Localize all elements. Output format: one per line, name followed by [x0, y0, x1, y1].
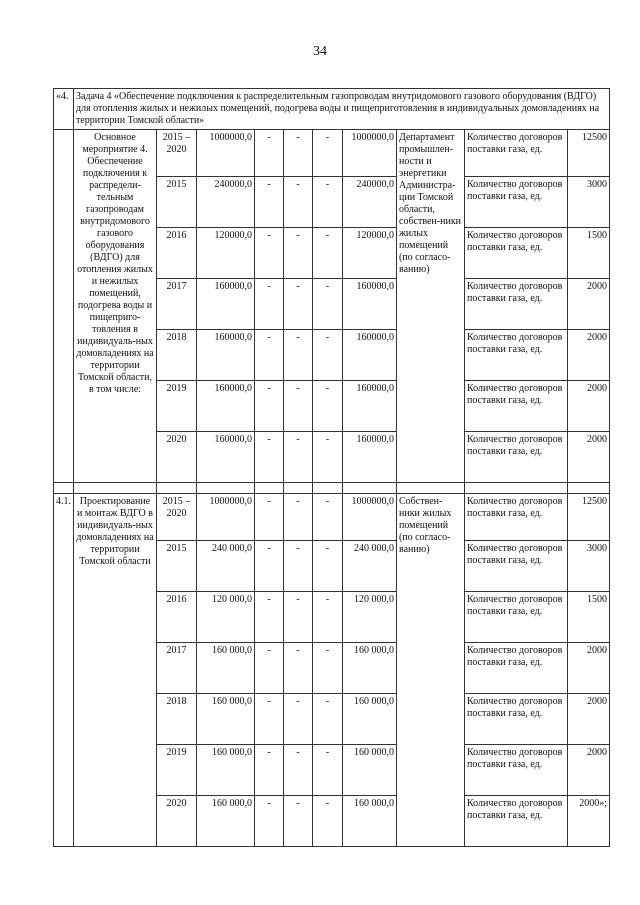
spacer-cell — [197, 483, 255, 494]
indicator-cell: Количество договоров поставки газа, ед. — [465, 541, 568, 592]
regional-cell: - — [284, 745, 313, 796]
total-cell: 160 000,0 — [197, 643, 255, 694]
local-cell: - — [313, 177, 343, 228]
task-number: «4. — [54, 89, 74, 130]
local-cell: - — [313, 541, 343, 592]
indicator-cell: Количество договоров поставки газа, ед. — [465, 432, 568, 483]
regional-cell: - — [284, 177, 313, 228]
local-cell: - — [313, 745, 343, 796]
indicator-value-cell: 2000»; — [568, 796, 610, 847]
indicator-value-cell: 2000 — [568, 381, 610, 432]
regional-cell: - — [284, 796, 313, 847]
federal-cell: - — [255, 330, 284, 381]
indicator-cell: Количество договоров поставки газа, ед. — [465, 745, 568, 796]
indicator-value-cell: 1500 — [568, 592, 610, 643]
local-cell: - — [313, 330, 343, 381]
other-cell: 160000,0 — [343, 330, 397, 381]
total-cell: 160000,0 — [197, 381, 255, 432]
year-cell: 2020 — [157, 796, 197, 847]
indicator-cell: Количество договоров поставки газа, ед. — [465, 494, 568, 541]
other-cell: 160000,0 — [343, 432, 397, 483]
regional-cell: - — [284, 592, 313, 643]
other-cell: 160 000,0 — [343, 643, 397, 694]
indicator-cell: Количество договоров поставки газа, ед. — [465, 796, 568, 847]
task-title: Задача 4 «Обеспечение подключения к распределительным газопроводам внутридомового газового оборудования (ВДГО) для отопления жилых и нежилых помещений, подогрева воды и пищеприготовления в индивидуальных домовладениях на территории Томской области» — [74, 89, 610, 130]
regional-cell: - — [284, 130, 313, 177]
total-cell: 1000000,0 — [197, 494, 255, 541]
indicator-cell: Количество договоров поставки газа, ед. — [465, 279, 568, 330]
year-cell: 2015 – 2020 — [157, 130, 197, 177]
program-table — [53, 88, 610, 847]
total-cell: 1000000,0 — [197, 130, 255, 177]
total-cell: 120 000,0 — [197, 592, 255, 643]
federal-cell: - — [255, 432, 284, 483]
indicator-value-cell: 2000 — [568, 694, 610, 745]
total-cell: 120000,0 — [197, 228, 255, 279]
other-cell: 160 000,0 — [343, 694, 397, 745]
other-cell: 160000,0 — [343, 279, 397, 330]
year-cell: 2016 — [157, 228, 197, 279]
federal-cell: - — [255, 381, 284, 432]
indicator-value-cell: 2000 — [568, 643, 610, 694]
federal-cell: - — [255, 541, 284, 592]
measure-number — [54, 130, 74, 483]
other-cell: 120000,0 — [343, 228, 397, 279]
other-cell: 160 000,0 — [343, 745, 397, 796]
indicator-value-cell: 1500 — [568, 228, 610, 279]
regional-cell: - — [284, 643, 313, 694]
spacer-cell — [157, 483, 197, 494]
local-cell: - — [313, 796, 343, 847]
total-cell: 240000,0 — [197, 177, 255, 228]
local-cell: - — [313, 694, 343, 745]
local-cell: - — [313, 279, 343, 330]
other-cell: 1000000,0 — [343, 130, 397, 177]
year-cell: 2015 — [157, 541, 197, 592]
local-cell: - — [313, 592, 343, 643]
federal-cell: - — [255, 494, 284, 541]
table-row — [54, 494, 610, 541]
regional-cell: - — [284, 279, 313, 330]
spacer-cell — [74, 483, 157, 494]
measure-number: 4.1. — [54, 494, 74, 847]
local-cell: - — [313, 381, 343, 432]
total-cell: 160 000,0 — [197, 745, 255, 796]
other-cell: 240000,0 — [343, 177, 397, 228]
federal-cell: - — [255, 592, 284, 643]
other-cell: 160 000,0 — [343, 796, 397, 847]
spacer-cell — [255, 483, 284, 494]
block-spacer — [54, 483, 610, 494]
indicator-value-cell: 2000 — [568, 279, 610, 330]
indicator-value-cell: 2000 — [568, 745, 610, 796]
indicator-cell: Количество договоров поставки газа, ед. — [465, 381, 568, 432]
federal-cell: - — [255, 643, 284, 694]
indicator-value-cell: 2000 — [568, 432, 610, 483]
year-cell: 2018 — [157, 330, 197, 381]
local-cell: - — [313, 643, 343, 694]
federal-cell: - — [255, 796, 284, 847]
measure-name: Проектирование и монтаж ВДГО в индивидуаль-ных домовладениях на территории Томской области — [74, 494, 157, 847]
indicator-value-cell: 12500 — [568, 494, 610, 541]
indicator-cell: Количество договоров поставки газа, ед. — [465, 130, 568, 177]
federal-cell: - — [255, 228, 284, 279]
total-cell: 160 000,0 — [197, 694, 255, 745]
executor-cell: Департамент промышлен-ности и энергетики Администра-ции Томской области, собствен-ники жилых помещений (по согласо-ванию) — [397, 130, 465, 483]
indicator-cell: Количество договоров поставки газа, ед. — [465, 228, 568, 279]
year-cell: 2017 — [157, 279, 197, 330]
regional-cell: - — [284, 228, 313, 279]
other-cell: 120 000,0 — [343, 592, 397, 643]
year-cell: 2019 — [157, 381, 197, 432]
total-cell: 160000,0 — [197, 432, 255, 483]
spacer-cell — [568, 483, 610, 494]
indicator-cell: Количество договоров поставки газа, ед. — [465, 694, 568, 745]
other-cell: 160000,0 — [343, 381, 397, 432]
regional-cell: - — [284, 494, 313, 541]
spacer-cell — [284, 483, 313, 494]
task-row — [54, 89, 610, 130]
total-cell: 160 000,0 — [197, 796, 255, 847]
indicator-value-cell: 3000 — [568, 177, 610, 228]
year-cell: 2015 – 2020 — [157, 494, 197, 541]
regional-cell: - — [284, 694, 313, 745]
spacer-cell — [397, 483, 465, 494]
year-cell: 2015 — [157, 177, 197, 228]
local-cell: - — [313, 494, 343, 541]
federal-cell: - — [255, 279, 284, 330]
indicator-value-cell: 12500 — [568, 130, 610, 177]
year-cell: 2018 — [157, 694, 197, 745]
other-cell: 240 000,0 — [343, 541, 397, 592]
regional-cell: - — [284, 330, 313, 381]
measure-name: Основное мероприятие 4. Обеспечение подключения к распредели-тельным газопроводам внутридомового газового оборудования (ВДГО) для отопления жилых и нежилых помещений, подогрева воды и пищеприго-товления в индивидуаль-ных домовладениях на территории Томской области, в том числе: — [74, 130, 157, 483]
federal-cell: - — [255, 130, 284, 177]
page-number: 34 — [313, 44, 327, 59]
spacer-cell — [313, 483, 343, 494]
total-cell: 160000,0 — [197, 330, 255, 381]
table-body — [54, 89, 610, 847]
executor-cell: Собствен-ники жилых помещений (по согласо-ванию) — [397, 494, 465, 847]
total-cell: 160000,0 — [197, 279, 255, 330]
year-cell: 2020 — [157, 432, 197, 483]
indicator-cell: Количество договоров поставки газа, ед. — [465, 592, 568, 643]
regional-cell: - — [284, 432, 313, 483]
indicator-value-cell: 2000 — [568, 330, 610, 381]
federal-cell: - — [255, 745, 284, 796]
total-cell: 240 000,0 — [197, 541, 255, 592]
indicator-cell: Количество договоров поставки газа, ед. — [465, 330, 568, 381]
spacer-cell — [343, 483, 397, 494]
local-cell: - — [313, 432, 343, 483]
indicator-value-cell: 3000 — [568, 541, 610, 592]
indicator-cell: Количество договоров поставки газа, ед. — [465, 177, 568, 228]
federal-cell: - — [255, 694, 284, 745]
regional-cell: - — [284, 381, 313, 432]
local-cell: - — [313, 130, 343, 177]
table-row — [54, 130, 610, 177]
federal-cell: - — [255, 177, 284, 228]
spacer-cell — [54, 483, 74, 494]
spacer-cell — [465, 483, 568, 494]
local-cell: - — [313, 228, 343, 279]
year-cell: 2017 — [157, 643, 197, 694]
other-cell: 1000000,0 — [343, 494, 397, 541]
indicator-cell: Количество договоров поставки газа, ед. — [465, 643, 568, 694]
year-cell: 2019 — [157, 745, 197, 796]
regional-cell: - — [284, 541, 313, 592]
year-cell: 2016 — [157, 592, 197, 643]
